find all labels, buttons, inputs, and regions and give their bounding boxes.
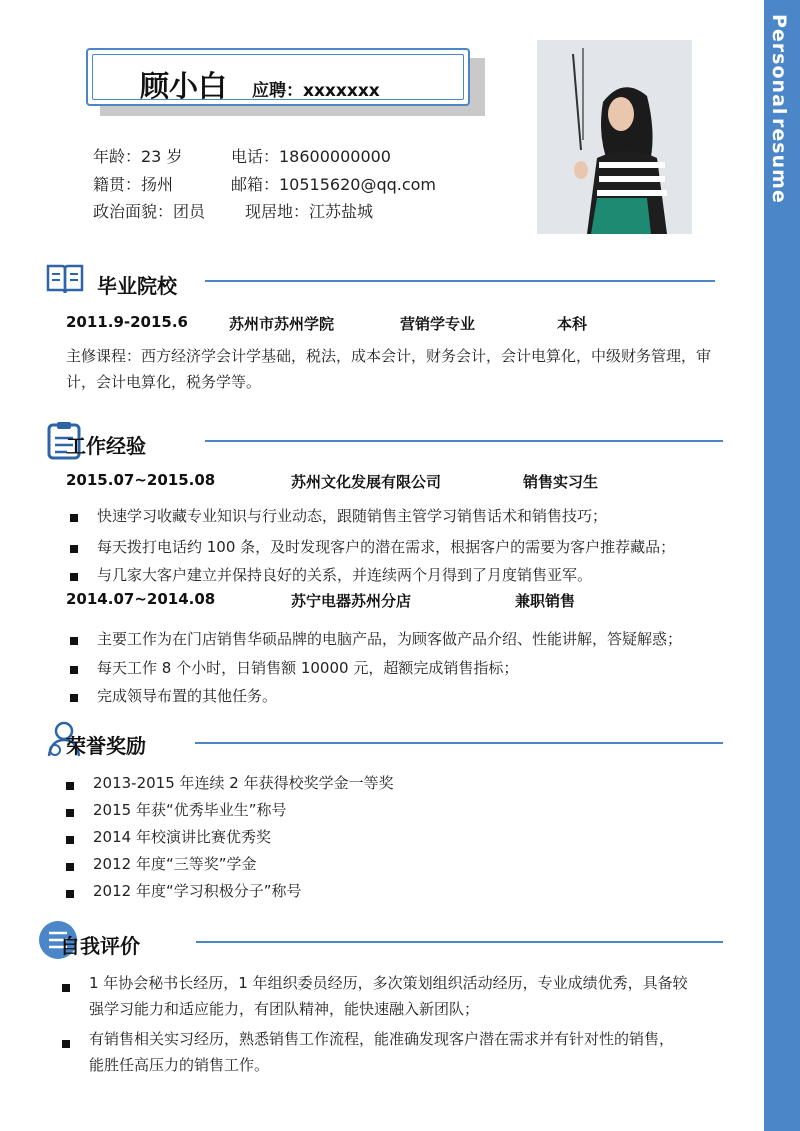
list-item <box>62 1034 70 1052</box>
applied-position: 应聘：xxxxxxx <box>252 81 380 101</box>
job-item: 每天工作 8 个小时，日销售额 10000 元，超额完成销售指标； <box>97 659 519 677</box>
self-title: 自我评价 <box>60 934 140 958</box>
residence-field: 现居地：江苏盐城 <box>245 202 374 221</box>
phone-field: 电话：18600000000 <box>231 147 391 166</box>
list-item <box>62 978 70 996</box>
education-major: 营销学专业 <box>400 315 476 333</box>
self-item <box>89 970 739 1022</box>
education-courses <box>66 343 736 395</box>
job-item: 完成领导布置的其他任务。 <box>97 687 278 705</box>
list-item <box>70 567 78 585</box>
sidebar-word-personal: Personal <box>768 14 790 116</box>
list-item <box>70 539 78 557</box>
job-item: 主要工作为在门店销售华硕品牌的电脑产品，为顾客做产品介绍、性能讲解，答疑解惑； <box>97 630 683 648</box>
self-item-line2: 强学习能力和适应能力，有团队精神，能快速融入新团队； <box>89 1000 480 1018</box>
bullet-square-icon <box>70 637 78 645</box>
list-item <box>66 884 74 902</box>
award-item: 2012 年度“三等奖”学金 <box>93 855 257 873</box>
sidebar-word-resume: resume <box>768 118 790 204</box>
candidate-name: 顾小白 <box>140 69 228 103</box>
profile-photo <box>537 40 692 234</box>
bullet-square-icon <box>62 1040 70 1048</box>
job-company: 苏州文化发展有限公司 <box>291 473 442 491</box>
list-item <box>70 631 78 649</box>
job-role: 销售实习生 <box>523 473 599 491</box>
bullet-square-icon <box>66 890 74 898</box>
work-title: 工作经验 <box>66 434 146 458</box>
age-field: 年龄：23 岁 <box>93 147 183 166</box>
award-item: 2015 年获“优秀毕业生”称号 <box>93 801 287 819</box>
email-field: 邮箱：10515620@qq.com <box>231 175 437 194</box>
bullet-square-icon <box>70 666 78 674</box>
job-period: 2014.07~2014.08 <box>66 590 216 608</box>
awards-divider <box>195 742 723 744</box>
list-item <box>66 830 74 848</box>
list-item <box>66 776 74 794</box>
job-item: 快速学习收藏专业知识与行业动态，跟随销售主管学习销售话术和销售技巧； <box>97 507 608 525</box>
book-icon <box>46 262 84 296</box>
job-company: 苏宁电器苏州分店 <box>291 592 412 610</box>
job-period: 2015.07~2015.08 <box>66 471 216 489</box>
list-item <box>70 688 78 706</box>
awards-title: 荣誉奖励 <box>66 734 146 758</box>
award-item: 2014 年校演讲比赛优秀奖 <box>93 828 271 846</box>
bullet-square-icon <box>70 573 78 581</box>
job-item: 与几家大客户建立并保持良好的关系，并连续两个月得到了月度销售亚军。 <box>97 566 593 584</box>
work-divider <box>205 440 723 442</box>
self-item-line2: 能胜任高压力的销售工作。 <box>89 1056 270 1074</box>
bullet-square-icon <box>66 836 74 844</box>
profile-photo-illustration <box>537 40 692 234</box>
job-role: 兼职销售 <box>515 592 576 610</box>
origin-field: 籍贯：扬州 <box>93 175 174 194</box>
list-item <box>70 660 78 678</box>
award-item: 2012 年度“学习积极分子”称号 <box>93 882 302 900</box>
education-title: 毕业院校 <box>97 274 177 298</box>
list-item <box>66 803 74 821</box>
bullet-square-icon <box>70 694 78 702</box>
sidebar-label <box>764 0 800 260</box>
education-school: 苏州市苏州学院 <box>229 315 335 333</box>
self-divider <box>196 941 723 943</box>
education-degree: 本科 <box>557 315 588 333</box>
bullet-square-icon <box>66 809 74 817</box>
self-item-line1: 1 年协会秘书长经历，1 年组织委员经历，多次策划组织活动经历，专业成绩优秀，具备较 <box>89 974 688 992</box>
political-field: 政治面貌：团员 <box>93 202 206 221</box>
bullet-square-icon <box>66 863 74 871</box>
list-item <box>70 508 78 526</box>
education-courses-line2: 计，会计电算化，税务学等。 <box>66 373 262 391</box>
job-item: 每天拨打电话约 100 条，及时发现客户的潜在需求，根据客户的需要为客户推荐藏品； <box>97 538 676 556</box>
self-item <box>89 1026 739 1078</box>
education-courses-line1: 主修课程：西方经济学会计学基础，税法，成本会计，财务会计，会计电算化，中级财务管理，审 <box>66 347 712 365</box>
award-item: 2013-2015 年连续 2 年获得校奖学金一等奖 <box>93 774 394 792</box>
bullet-square-icon <box>70 545 78 553</box>
education-period: 2011.9-2015.6 <box>66 313 188 331</box>
bullet-square-icon <box>70 514 78 522</box>
list-item <box>66 857 74 875</box>
bullet-square-icon <box>66 782 74 790</box>
education-divider <box>205 280 715 282</box>
bullet-square-icon <box>62 984 70 992</box>
self-item-line1: 有销售相关实习经历，熟悉销售工作流程，能准确发现客户潜在需求并有针对性的销售， <box>89 1030 675 1048</box>
